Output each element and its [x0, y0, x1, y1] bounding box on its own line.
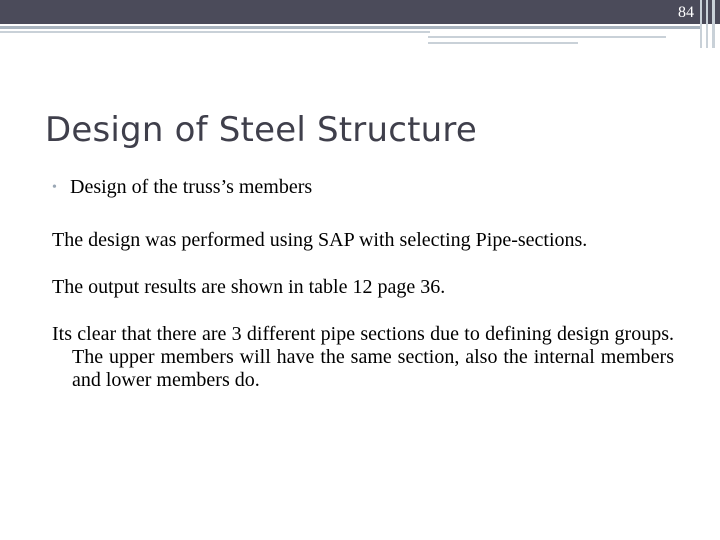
bullet-text: Design of the truss’s members	[70, 176, 313, 198]
decorative-vertical-line	[706, 0, 708, 48]
decorative-line	[428, 36, 666, 38]
bullet-icon: •	[52, 180, 57, 195]
paragraph-pipe-sections: Its clear that there are 3 different pipe sections due to defining design groups. The upper members will have the same section, also the internal members and lower members do.	[52, 323, 674, 391]
decorative-line	[0, 31, 430, 33]
slide-title: Design of Steel Structure	[45, 110, 477, 150]
decorative-vertical-line	[700, 0, 702, 48]
bullet-item	[52, 176, 674, 199]
slide-number: 84	[678, 4, 694, 21]
slide-content	[52, 176, 674, 416]
paragraph-output-results: The output results are shown in table 12 page 36.	[52, 276, 446, 298]
decorative-line	[428, 42, 578, 44]
paragraph-design-method: The design was performed using SAP with selecting Pipe-sections.	[52, 229, 588, 251]
decorative-vertical-line	[712, 0, 715, 48]
decorative-line	[0, 26, 700, 29]
top-decorative-band	[0, 0, 720, 24]
